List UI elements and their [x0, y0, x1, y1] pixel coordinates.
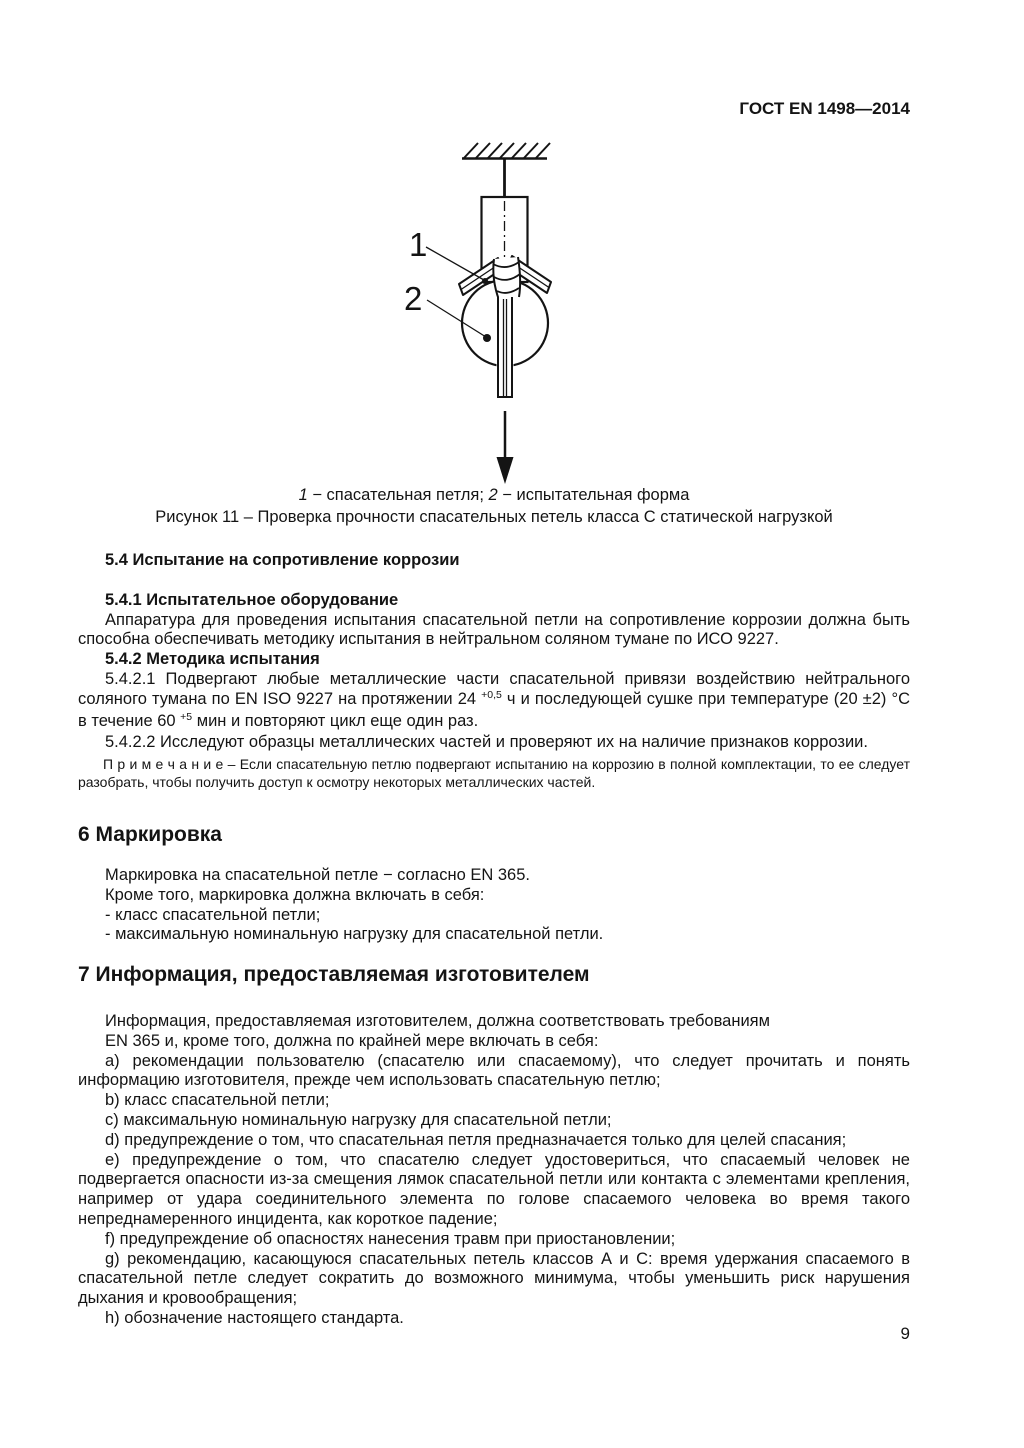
tolerance-superscript-1: +0,5	[481, 688, 502, 701]
figure-title: Рисунок 11 – Проверка прочности спасательных петель класса С статической нагрузкой	[155, 507, 833, 526]
item-g: g) рекомендацию, касающуюся спасательных петель классов А и С: время удержания спасаемого в спасательной петле следует сократить до возможного минимума, чтобы уменьшить риск нарушения дыхания и кровообращения;	[78, 1249, 910, 1308]
section-6	[78, 822, 910, 945]
heading-5-4-1: 5.4.1 Испытательное оборудование	[105, 590, 399, 609]
figure-label-1: 1	[409, 226, 428, 263]
marking-line-1: Маркировка на спасательной петле − согласно EN 365.	[105, 866, 530, 884]
marking-line-4: - максимальную номинальную нагрузку для спасательной петли.	[105, 925, 604, 944]
standard-reference-header: ГОСТ EN 1498—2014	[739, 99, 910, 118]
p5421-text-2: ч и последующей сушке при температуре (20 ±2) °С в течение 60	[78, 689, 910, 730]
legend-text-2: − испытательная форма	[497, 486, 690, 504]
intro-line-2: EN 365 и, кроме того, должна по крайней мере включать в себя:	[105, 1031, 599, 1050]
p5421-text-1: 5.4.2.1 Подвергают любые металлические части спасательной привязи воздействию нейтрального соляного тумана по EN ISO 9227 на протяжении 24	[78, 669, 910, 708]
heading-5-4: 5.4 Испытание на сопротивление коррозии	[105, 551, 460, 569]
section-5-4	[78, 551, 910, 791]
intro-line-1: Информация, предоставляемая изготовителем, должна соответствовать требованиям	[105, 1012, 770, 1030]
item-c: c) максимальную номинальную нагрузку для спасательной петли;	[105, 1110, 612, 1129]
figure-label-2: 2	[404, 280, 423, 317]
figure-11	[390, 140, 670, 490]
heading-6: 6 Маркировка	[78, 823, 222, 846]
strap-tails	[497, 297, 514, 398]
legend-text-1: − спасательная петля;	[307, 486, 489, 504]
item-b: b) класс спасательной петли;	[105, 1091, 330, 1110]
legend-number-1: 1	[298, 486, 308, 504]
item-f: f) предупреждение об опасностях нанесения травм при приостановлении;	[105, 1229, 676, 1248]
heading-5-4-2: 5.4.2 Методика испытания	[105, 650, 320, 669]
tolerance-superscript-2: +5	[180, 710, 193, 723]
figure-captions	[48, 485, 940, 528]
item-e: e) предупреждение о том, что спасателю следует удостовериться, что спасаемый человек не подвергается опасности из-за смещения лямок спасательной петли или контакта с элементами крепления, например от удара соединительного элемента по голове спасаемого человека во время такого непреднамеренного инцидента, как короткое падение;	[78, 1150, 910, 1228]
paragraph-5-4-2-1	[78, 670, 910, 733]
load-arrow	[497, 411, 514, 484]
item-h: h) обозначение настоящего стандарта.	[105, 1308, 404, 1327]
rescue-loop-knot	[493, 257, 520, 300]
heading-7: 7 Информация, предоставляемая изготовителем	[78, 963, 590, 986]
leader-line-1	[426, 247, 484, 280]
paragraph-5-4-2-2: 5.4.2.2 Исследуют образцы металлических частей и проверяют их на наличие признаков коррозии.	[105, 733, 868, 752]
section-7	[78, 962, 910, 1329]
ceiling-hatch	[462, 143, 550, 159]
paragraph-5-4-1: Аппаратура для проведения испытания спасательной петли на сопротивление коррозии должна быть способна обеспечивать методику испытания в нейтральном соляном тумане по ИСО 9227.	[78, 610, 910, 649]
note-paragraph: П р и м е ч а н и е – Если спасательную петлю подвергают испытанию на коррозию в полной комплектации, то ее следует разобрать, чтобы получить доступ к осмотру некоторых металлических частей.	[78, 756, 910, 790]
item-d: d) предупреждение о том, что спасательная петля предназначается только для целей спасания;	[105, 1130, 847, 1149]
item-a: a) рекомендации пользователю (спасателю или спасаемому), что следует прочитать и понять информацию изготовителя, прежде чем использовать спасательную петлю;	[78, 1051, 910, 1090]
figure-legend	[48, 485, 940, 507]
marking-line-3: - класс спасательной петли;	[105, 905, 321, 924]
marking-line-2: Кроме того, маркировка должна включать в себя:	[105, 885, 485, 904]
legend-number-2: 2	[488, 486, 498, 504]
p5421-text-3: мин и повторяют цикл еще один раз.	[192, 711, 479, 730]
page-number: 9	[900, 1324, 910, 1343]
figure-11-drawing	[390, 140, 670, 490]
